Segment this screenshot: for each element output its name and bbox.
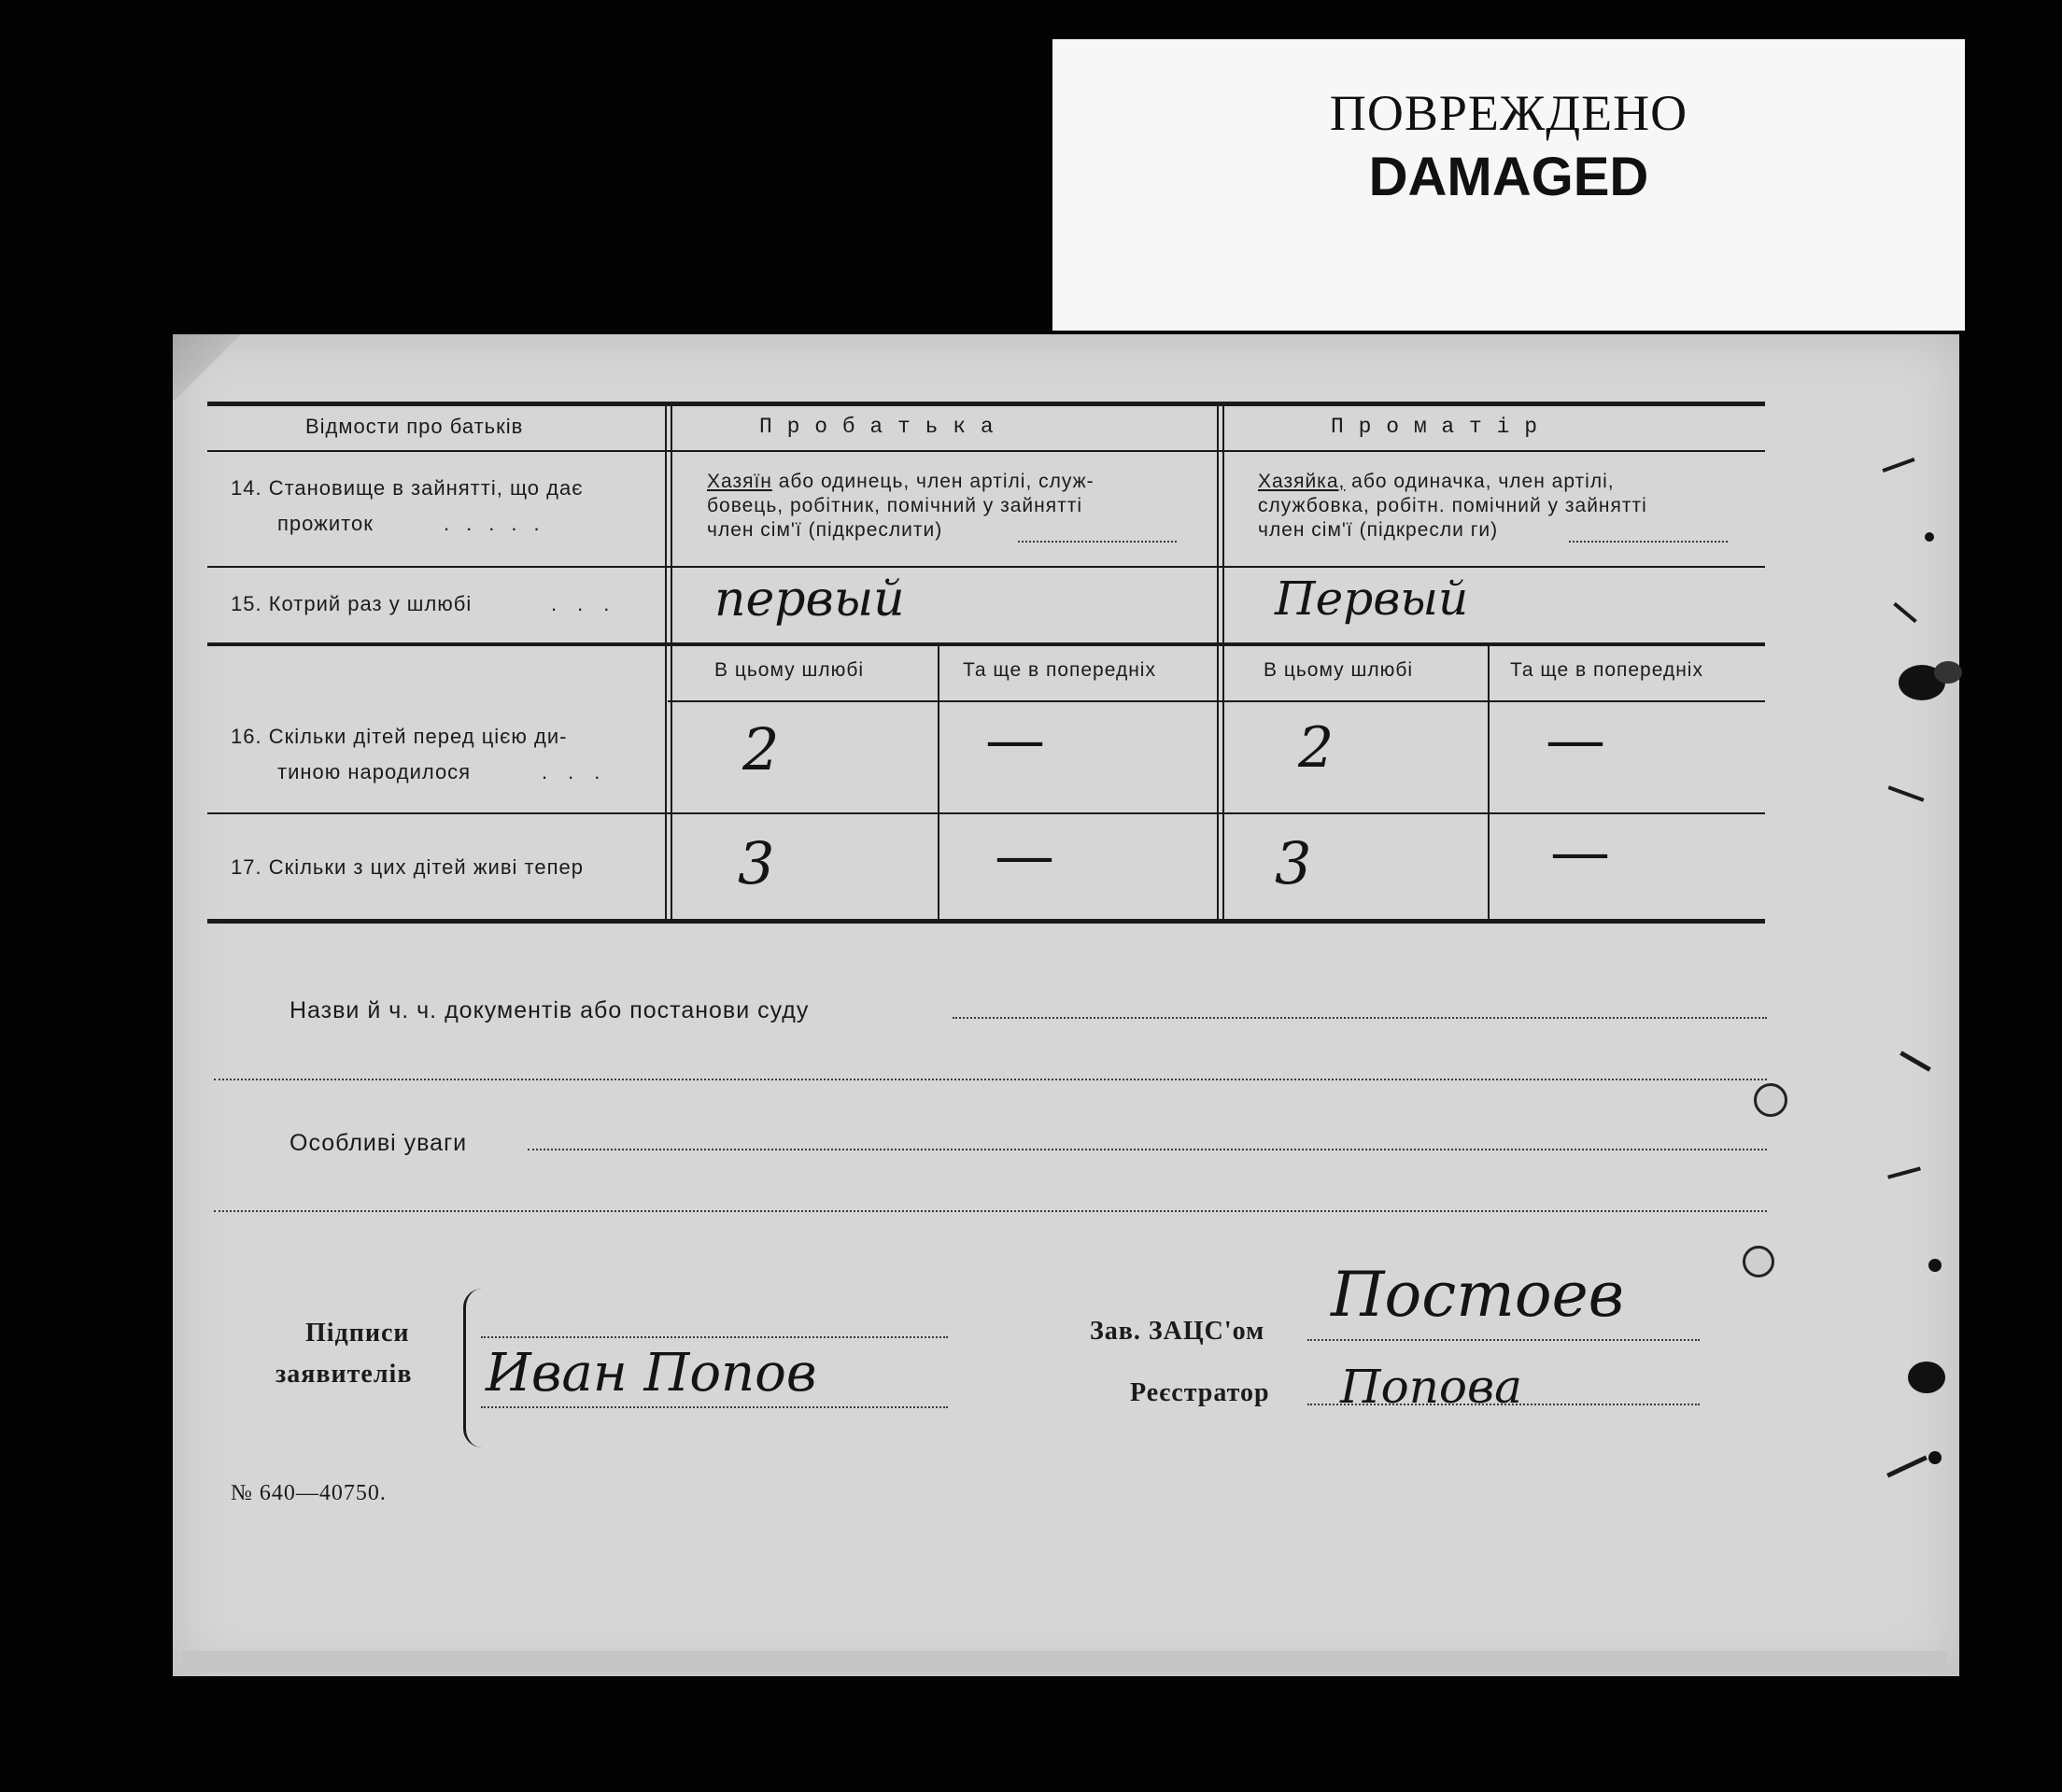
table-vline-2 xyxy=(1217,404,1219,921)
row14-father-line1-rest: або одинець, член артілі, служ- xyxy=(771,471,1095,492)
row14-label-line2: прожиток xyxy=(277,512,374,535)
registrar-label: Реєстратор xyxy=(1130,1378,1270,1407)
row14-mother-line1 xyxy=(1258,471,1615,493)
subheader-mother-this: В цьому шлюбі xyxy=(1264,659,1414,681)
head-signature: Постоев xyxy=(1331,1259,1625,1331)
signatures-label-line1: Підписи xyxy=(305,1319,410,1348)
tear-mark-3 xyxy=(1888,785,1925,801)
row17-father-this: 3 xyxy=(738,829,775,897)
table-vline-mother-split xyxy=(1488,646,1490,921)
punch-hole-2 xyxy=(1934,661,1962,684)
ring-mark-2 xyxy=(1743,1246,1774,1277)
head-signature-line xyxy=(1307,1339,1700,1341)
header-father: П р о б а т ь к а xyxy=(759,415,995,439)
subheader-mother-prev: Та ще в попередніх xyxy=(1510,659,1703,681)
registration-card xyxy=(173,334,1959,1676)
punch-mark-1 xyxy=(1925,532,1934,542)
damaged-label-en: DAMAGED xyxy=(1368,147,1649,207)
row14-mother-dotted-line xyxy=(1569,541,1728,543)
row16-mother-prev: — xyxy=(1546,706,1605,775)
signature-line-2 xyxy=(481,1406,948,1408)
applicant-signature: Иван Попов xyxy=(486,1343,817,1404)
row16-mother-this: 2 xyxy=(1298,715,1335,781)
row15-label-dots: ... xyxy=(551,592,630,615)
punch-hole-3 xyxy=(1908,1362,1945,1393)
signature-line-1 xyxy=(481,1336,948,1338)
row16-label-line2: тиною народилося xyxy=(277,760,472,783)
row16-father-prev: — xyxy=(985,706,1045,775)
damaged-label-ru: ПОВРЕЖДЕНО xyxy=(1329,85,1688,141)
row14-father-underlined: Хазяїн xyxy=(707,471,772,492)
damaged-label xyxy=(1052,39,1965,331)
punch-mark-3 xyxy=(1928,1259,1942,1272)
table-top-rule xyxy=(207,402,1765,406)
row17-label: 17. Скільки з цих дітей живі тепер xyxy=(231,855,584,879)
row16-label-line1: 16. Скільки дітей перед цією ди- xyxy=(231,725,568,748)
notes-line-1 xyxy=(528,1149,1767,1150)
head-label: Зав. ЗАЦС'ом xyxy=(1090,1317,1265,1346)
row17-father-prev: — xyxy=(995,822,1054,891)
documents-line-1 xyxy=(953,1017,1767,1019)
row14-mother-underlined: Хазяйка, xyxy=(1258,471,1346,492)
row14-mother-line2: службовка, робітн. помічний у зайнятті xyxy=(1258,495,1647,516)
registrar-signature: Попова xyxy=(1340,1360,1522,1414)
ring-mark-1 xyxy=(1754,1083,1787,1117)
row14-father-line1 xyxy=(707,471,1095,493)
row17-mother-prev: — xyxy=(1550,818,1610,887)
row14-father-line3: член сім'ї (підкреслити) xyxy=(707,519,943,541)
row15-father-handwriting: первый xyxy=(714,571,905,628)
table-vline-1 xyxy=(665,404,667,921)
row14-label-line1: 14. Становище в зайнятті, що дає xyxy=(231,476,584,500)
table-vline-father-split xyxy=(938,646,939,921)
signatures-label-line2: заявителів xyxy=(275,1360,413,1389)
row14-label-dots: ..... xyxy=(444,512,557,535)
documents-label: Назви й ч. ч. документів або постанови суду xyxy=(290,997,810,1023)
row16-father-this: 2 xyxy=(742,715,780,783)
tear-mark-5 xyxy=(1887,1166,1921,1178)
row16-rule xyxy=(207,812,1765,814)
row14-mother-line1-rest: або одиначка, член артілі, xyxy=(1345,471,1615,492)
header-col-label: Відмости про батьків xyxy=(305,415,524,438)
row15-label: 15. Котрий раз у шлюбі xyxy=(231,592,473,615)
row17-mother-this: 3 xyxy=(1275,829,1312,897)
table-vline-2b xyxy=(1222,404,1224,921)
tear-mark-2 xyxy=(1893,602,1917,623)
tear-mark-1 xyxy=(1882,458,1914,473)
notes-line-2 xyxy=(214,1210,1767,1212)
notes-label: Особливі уваги xyxy=(290,1130,468,1156)
form-number: № 640—40750. xyxy=(231,1481,387,1505)
row14-mother-line3: член сім'ї (підкресли ги) xyxy=(1258,519,1499,541)
card-folded-corner xyxy=(173,334,275,400)
tear-mark-6 xyxy=(1886,1456,1928,1478)
subheader-father-this: В цьому шлюбі xyxy=(714,659,865,681)
table-header-rule xyxy=(207,450,1765,452)
tear-mark-4 xyxy=(1900,1051,1931,1071)
card-bottom-edge xyxy=(182,1651,1947,1672)
documents-line-2 xyxy=(214,1079,1767,1080)
row16-label-dots: ... xyxy=(542,760,621,783)
subheader-father-prev: Та ще в попередніх xyxy=(963,659,1156,681)
table-bottom-rule xyxy=(207,919,1765,924)
row15-mother-handwriting: Первый xyxy=(1275,571,1469,626)
row14-rule xyxy=(207,566,1765,568)
row14-father-dotted-line xyxy=(1018,541,1177,543)
row15-rule xyxy=(207,642,1765,646)
row14-father-line2: бовець, робітник, помічний у зайнятті xyxy=(707,495,1083,516)
table-vline-1b xyxy=(671,404,672,921)
punch-mark-2 xyxy=(1928,1451,1942,1464)
header-mother: П р о м а т і р xyxy=(1331,415,1539,439)
